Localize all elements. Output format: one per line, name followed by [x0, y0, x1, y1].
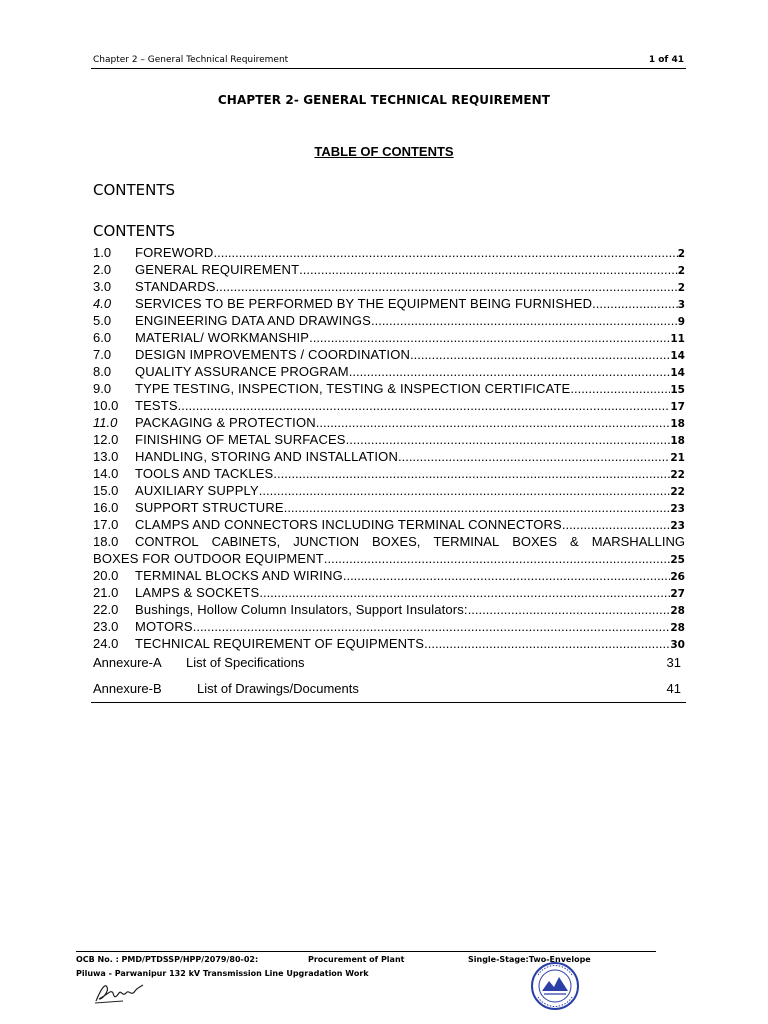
- footer-stage: Single-Stage:Two-Envelope: [468, 955, 591, 964]
- toc-entry-title: TERMINAL BLOCKS AND WIRING: [135, 568, 343, 583]
- annexure-code: Annexure-A: [93, 655, 162, 670]
- toc-entry-page: 18: [670, 418, 685, 430]
- toc-entry-number: 15.0: [93, 483, 119, 498]
- annexure-title: List of Specifications: [186, 655, 305, 670]
- annexure-page: 41: [666, 681, 681, 696]
- toc-leader-dots: [570, 380, 670, 397]
- page-header: [91, 53, 686, 69]
- toc-entry-number: 24.0: [93, 636, 119, 651]
- toc-leader-dots: [468, 601, 671, 618]
- toc-entry[interactable]: [93, 363, 685, 380]
- toc-entry-page: 28: [670, 605, 685, 617]
- toc-entry-number: 16.0: [93, 500, 119, 515]
- toc-entry-page: 9: [677, 316, 685, 328]
- toc-leader-dots: [284, 499, 671, 516]
- chapter-title: CHAPTER 2- GENERAL TECHNICAL REQUIREMENT: [217, 93, 551, 107]
- toc-leader-dots: [346, 431, 671, 448]
- toc-list: [93, 244, 685, 652]
- toc-entry[interactable]: [93, 329, 685, 346]
- toc-entry-number: 5.0: [93, 313, 112, 328]
- toc-entry-word: TERMINAL: [433, 534, 500, 549]
- toc-entry-number: 21.0: [93, 585, 119, 600]
- toc-entry-title: FINISHING OF METAL SURFACES: [135, 432, 346, 447]
- contents-heading: CONTENTS: [93, 181, 176, 199]
- toc-entry-title: SERVICES TO BE PERFORMED BY THE EQUIPMENT BEING FURNISHED: [135, 296, 593, 311]
- toc-entry-title: MOTORS: [135, 619, 193, 634]
- toc-entry-word: &: [570, 534, 579, 549]
- annexure-rule: [91, 702, 686, 703]
- toc-entry[interactable]: [93, 346, 685, 363]
- footer-rule: [76, 951, 656, 952]
- toc-entry-word: MARSHALLING: [591, 534, 685, 549]
- toc-entry-title: Bushings, Hollow Column Insulators, Support Insulators:: [135, 602, 468, 617]
- toc-entry-page: 23: [670, 520, 685, 532]
- toc-entry-page: 22: [670, 469, 685, 481]
- annexure-b-entry[interactable]: [93, 681, 685, 698]
- toc-leader-dots: [316, 414, 671, 431]
- toc-leader-dots: [398, 448, 670, 465]
- toc-entry[interactable]: [93, 567, 685, 584]
- signature-image: [93, 979, 145, 1005]
- toc-entry[interactable]: [93, 584, 685, 601]
- toc-entry-title: GENERAL REQUIREMENT: [135, 262, 300, 277]
- toc-entry-title: FOREWORD: [135, 245, 214, 260]
- toc-entry-word: BOXES: [512, 534, 558, 549]
- toc-entry-title: AUXILIARY SUPPLY: [135, 483, 259, 498]
- toc-entry-number: 17.0: [93, 517, 119, 532]
- toc-entry-number: 9.0: [93, 381, 112, 396]
- toc-entry[interactable]: [93, 261, 685, 278]
- footer-project: Piluwa - Parwanipur 132 kV Transmission Line Upgradation Work: [76, 969, 369, 978]
- toc-entry-title: QUALITY ASSURANCE PROGRAM: [135, 364, 349, 379]
- toc-entry[interactable]: [93, 397, 685, 414]
- toc-entry[interactable]: [93, 312, 685, 329]
- toc-entry-page: 28: [670, 622, 685, 634]
- toc-entry-page: 2: [677, 248, 685, 260]
- header-rule: [91, 68, 686, 69]
- toc-entry[interactable]: [93, 295, 685, 312]
- toc-entry-page: 2: [677, 282, 685, 294]
- toc-entry-page: 18: [670, 435, 685, 447]
- toc-leader-dots: [213, 244, 677, 261]
- toc-entry-number: 18.0: [93, 534, 119, 549]
- toc-entry[interactable]: [93, 618, 685, 635]
- toc-entry-number: 7.0: [93, 347, 112, 362]
- toc-entry-page: 3: [677, 299, 685, 311]
- toc-entry-page: 11: [670, 333, 685, 345]
- toc-entry[interactable]: [93, 465, 685, 482]
- toc-entry-page: 21: [670, 452, 685, 464]
- toc-leader-dots: [324, 550, 671, 567]
- toc-leader-dots: [309, 329, 670, 346]
- toc-entry[interactable]: [93, 431, 685, 448]
- toc-entry-title: HANDLING, STORING AND INSTALLATION: [135, 449, 398, 464]
- toc-entry-number: 4.0: [93, 296, 112, 311]
- toc-entry-page: 26: [670, 571, 685, 583]
- toc-leader-dots: [410, 346, 670, 363]
- footer-ocb-number: OCB No. : PMD/PTDSSP/HPP/2079/80-02:: [76, 955, 259, 964]
- toc-entry-title: TESTS: [135, 398, 178, 413]
- toc-entry[interactable]: [93, 380, 685, 397]
- toc-entry-title: STANDARDS: [135, 279, 216, 294]
- toc-entry[interactable]: [93, 499, 685, 516]
- toc-entry-wrapped[interactable]: [93, 533, 685, 567]
- toc-leader-dots: [562, 516, 671, 533]
- toc-entry[interactable]: [93, 448, 685, 465]
- toc-entry[interactable]: [93, 516, 685, 533]
- toc-entry-page: 23: [670, 503, 685, 515]
- organization-seal-image: [530, 961, 580, 1011]
- annexure-code: Annexure-B: [93, 681, 162, 696]
- footer-procurement: Procurement of Plant: [308, 955, 405, 964]
- toc-entry-page: 14: [670, 367, 685, 379]
- toc-leader-dots: [424, 635, 670, 652]
- contents-heading-repeat: CONTENTS: [93, 222, 176, 240]
- toc-entry-title-line2: BOXES FOR OUTDOOR EQUIPMENT: [93, 551, 324, 566]
- toc-entry-title: TOOLS AND TACKLES: [135, 466, 274, 481]
- toc-entry-page: 2: [677, 265, 685, 277]
- toc-entry-number: 13.0: [93, 449, 119, 464]
- toc-entry-number: 3.0: [93, 279, 112, 294]
- toc-leader-dots: [592, 295, 678, 312]
- toc-entry-title-line1: [135, 533, 685, 550]
- toc-entry-number: 14.0: [93, 466, 119, 481]
- toc-leader-dots: [259, 482, 671, 499]
- toc-title: TABLE OF CONTENTS: [314, 144, 454, 159]
- toc-entry-number: 12.0: [93, 432, 119, 447]
- toc-entry-number: 6.0: [93, 330, 112, 345]
- toc-entry-word: CONTROL: [135, 534, 199, 549]
- toc-leader-dots: [193, 618, 671, 635]
- toc-entry-number: 23.0: [93, 619, 119, 634]
- toc-entry-word: BOXES,: [372, 534, 421, 549]
- toc-entry-number: 20.0: [93, 568, 119, 583]
- toc-entry-word: JUNCTION: [293, 534, 359, 549]
- toc-entry-title: LAMPS & SOCKETS: [135, 585, 260, 600]
- toc-entry[interactable]: [93, 278, 685, 295]
- annexure-a-entry[interactable]: [93, 655, 685, 672]
- header-page-number: 1 of 41: [648, 55, 684, 65]
- toc-leader-dots: [349, 363, 671, 380]
- toc-entry-number: 2.0: [93, 262, 112, 277]
- toc-entry-page: 30: [670, 639, 685, 651]
- toc-entry-page: 15: [670, 384, 685, 396]
- toc-entry-word: CABINETS,: [211, 534, 281, 549]
- toc-entry-page: 25: [670, 554, 685, 566]
- toc-entry-title: PACKAGING & PROTECTION: [135, 415, 316, 430]
- toc-entry-title: CLAMPS AND CONNECTORS INCLUDING TERMINAL CONNECTORS: [135, 517, 562, 532]
- toc-leader-dots: [371, 312, 678, 329]
- toc-entry[interactable]: [93, 244, 685, 261]
- toc-leader-dots: [343, 567, 671, 584]
- annexure-page: 31: [666, 655, 681, 670]
- toc-entry-number: 10.0: [93, 398, 119, 413]
- toc-entry[interactable]: [93, 414, 685, 431]
- toc-entry-title: SUPPORT STRUCTURE: [135, 500, 284, 515]
- toc-entry-number: 11.0: [93, 415, 118, 430]
- toc-entry[interactable]: [93, 482, 685, 499]
- toc-entry-page: 27: [670, 588, 685, 600]
- toc-leader-dots: [273, 465, 670, 482]
- toc-entry-title: MATERIAL/ WORKMANSHIP: [135, 330, 310, 345]
- toc-entry-number: 1.0: [93, 245, 112, 260]
- toc-entry-page: 22: [670, 486, 685, 498]
- toc-leader-dots: [259, 584, 670, 601]
- toc-entry-page: 17: [670, 401, 685, 413]
- annexure-title: List of Drawings/Documents: [197, 681, 359, 696]
- header-chapter-label: Chapter 2 – General Technical Requirement: [93, 55, 289, 65]
- toc-entry[interactable]: [93, 601, 685, 618]
- toc-entry-title: DESIGN IMPROVEMENTS / COORDINATION: [135, 347, 410, 362]
- toc-entry-title: TYPE TESTING, INSPECTION, TESTING & INSPECTION CERTIFICATE: [135, 381, 571, 396]
- toc-entry-number: 8.0: [93, 364, 112, 379]
- toc-entry-number: 22.0: [93, 602, 119, 617]
- toc-entry-title: TECHNICAL REQUIREMENT OF EQUIPMENTS: [135, 636, 425, 651]
- toc-entry[interactable]: [93, 635, 685, 652]
- toc-leader-dots: [216, 278, 678, 295]
- toc-entry-page: 14: [670, 350, 685, 362]
- toc-leader-dots: [178, 397, 671, 414]
- toc-entry-title: ENGINEERING DATA AND DRAWINGS: [135, 313, 371, 328]
- toc-leader-dots: [299, 261, 678, 278]
